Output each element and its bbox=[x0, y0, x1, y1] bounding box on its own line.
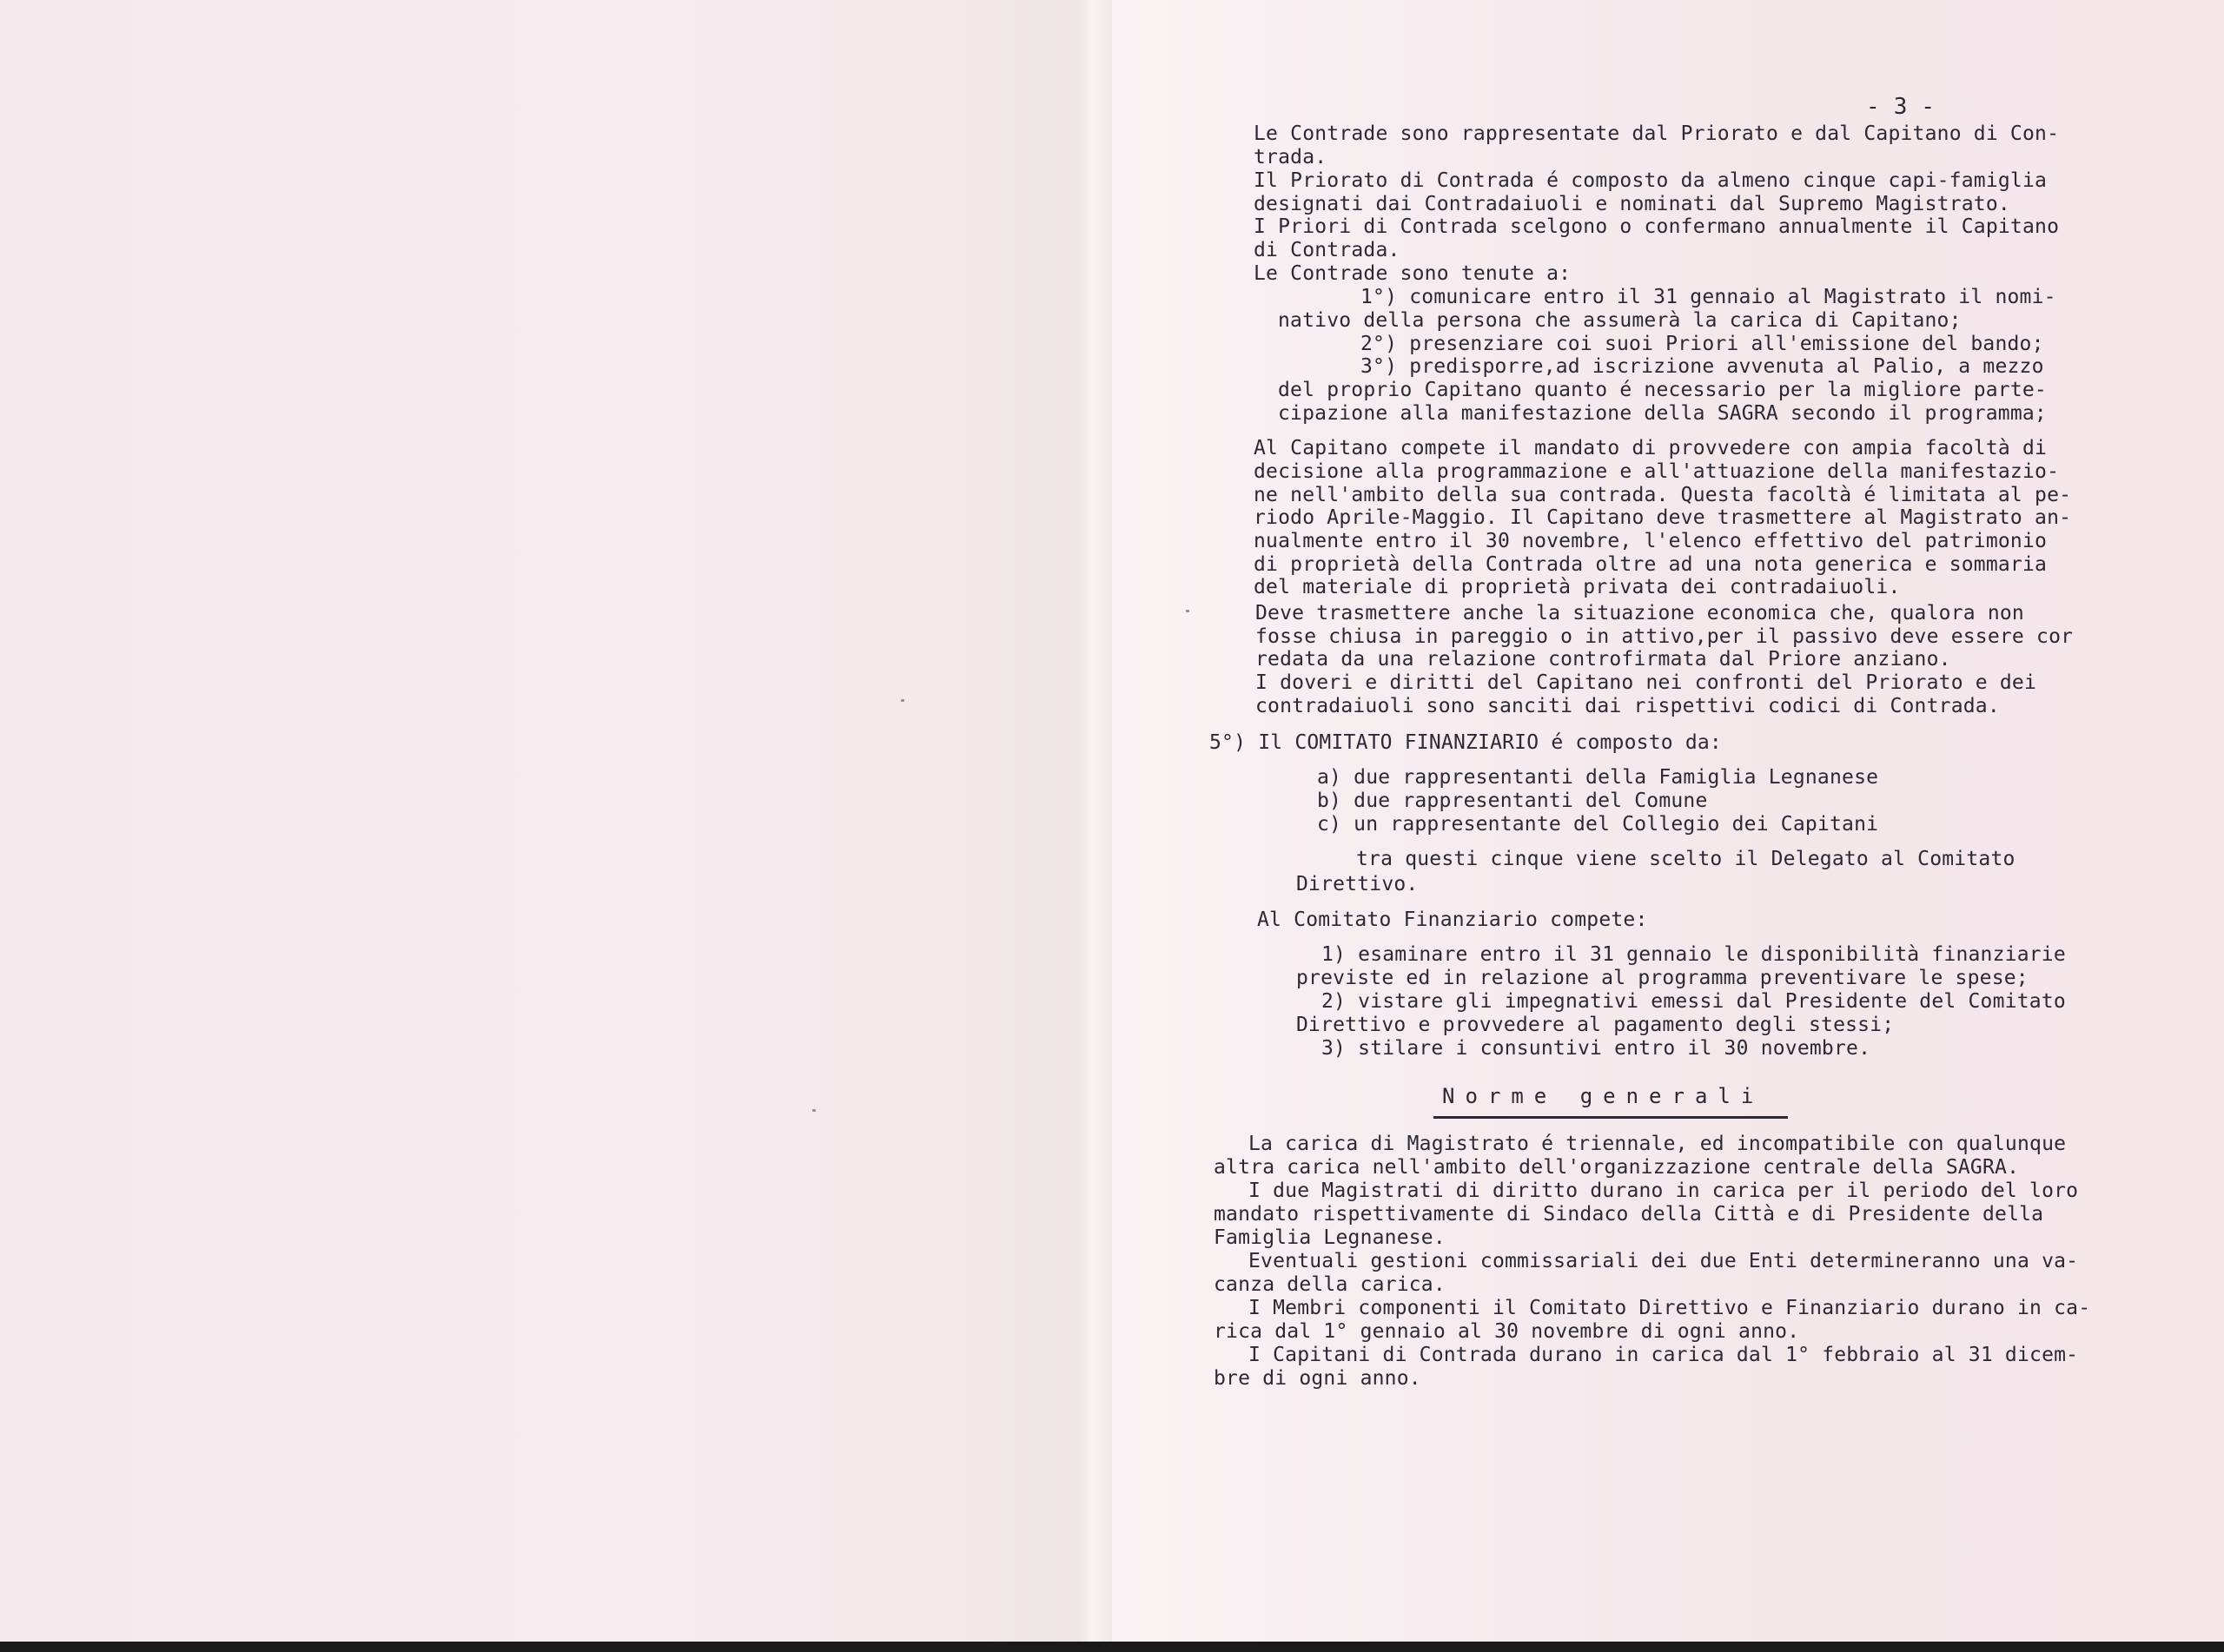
page-number: - 3 - bbox=[1866, 94, 1936, 120]
text-line: contradaiuoli sono sanciti dai rispettivi codici di Contrada. bbox=[1255, 695, 2000, 717]
list-item: a) due rappresentanti della Famiglia Legnanese bbox=[1317, 766, 1879, 789]
heading-underline bbox=[1433, 1116, 1788, 1119]
text-line: I Priori di Contrada scelgono o confermano annualmente il Capitano bbox=[1254, 215, 2060, 238]
list-item: 3) stilare i consuntivi entro il 30 novembre. bbox=[1321, 1037, 1871, 1060]
text-line: Le Contrade sono tenute a: bbox=[1254, 262, 1572, 285]
text-line: La carica di Magistrato é triennale, ed incompatibile con qualunque bbox=[1248, 1133, 2067, 1155]
text-line: riodo Aprile-Maggio. Il Capitano deve trasmettere al Magistrato an- bbox=[1254, 506, 2072, 529]
text-line: Il Priorato di Contrada é composto da almeno cinque capi-famiglia bbox=[1254, 169, 2048, 192]
text-line: I Membri componenti il Comitato Direttivo e Finanziario durano in ca- bbox=[1248, 1297, 2091, 1319]
list-item: b) due rappresentanti del Comune bbox=[1317, 790, 1708, 812]
text-line: 1°) comunicare entro il 31 gennaio al Magistrato il nomi- bbox=[1360, 286, 2056, 308]
book-gutter bbox=[1077, 0, 1112, 1652]
text-line: cipazione alla manifestazione della SAGRA secondo il programma; bbox=[1278, 402, 2047, 425]
text-line: tra questi cinque viene scelto il Delegato al Comitato bbox=[1356, 848, 2016, 870]
paper-speck bbox=[1186, 610, 1189, 612]
left-page-blank bbox=[0, 0, 1096, 1652]
text-line: mandato rispettivamente di Sindaco della Città e di Presidente della bbox=[1214, 1203, 2044, 1226]
list-item: 1) esaminare entro il 31 gennaio le disponibilità finanziarie bbox=[1321, 943, 2066, 966]
text-line: I doveri e diritti del Capitano nei confronti del Priorato e dei bbox=[1255, 671, 2037, 694]
norme-heading: Norme generali bbox=[1442, 1084, 1764, 1108]
text-line: Direttivo. bbox=[1296, 873, 1419, 895]
text-line: nualmente entro il 30 novembre, l'elenco effettivo del patrimonio bbox=[1254, 530, 2048, 552]
text-line: Deve trasmettere anche la situazione economica che, qualora non bbox=[1255, 602, 2024, 624]
text-line: del materiale di proprietà privata dei contradaiuoli. bbox=[1254, 576, 1901, 598]
text-line: Le Contrade sono rappresentate dal Priorato e dal Capitano di Con- bbox=[1254, 122, 2060, 145]
scan-bottom-edge bbox=[0, 1642, 2224, 1652]
paper-speck bbox=[901, 699, 904, 702]
text-line: bre di ogni anno. bbox=[1214, 1367, 1421, 1390]
section-heading: Al Comitato Finanziario compete: bbox=[1257, 909, 1648, 931]
text-line: canza della carica. bbox=[1214, 1273, 1446, 1296]
list-item: c) un rappresentante del Collegio dei Capitani bbox=[1317, 813, 1879, 836]
text-line: Famiglia Legnanese. bbox=[1214, 1226, 1446, 1249]
list-item: previste ed in relazione al programma preventivare le spese; bbox=[1296, 967, 2029, 989]
text-line: Eventuali gestioni commissariali dei due Enti determineranno una va- bbox=[1248, 1250, 2079, 1272]
text-line: decisione alla programmazione e all'attuazione della manifestazio- bbox=[1254, 460, 2060, 483]
text-line: Al Capitano compete il mandato di provvedere con ampia facoltà di bbox=[1254, 437, 2048, 459]
text-line: 2°) presenziare coi suoi Priori all'emissione del bando; bbox=[1360, 333, 2044, 355]
text-line: redata da una relazione controfirmata dal Priore anziano. bbox=[1255, 648, 1951, 671]
text-line: ne nell'ambito della sua contrada. Questa facoltà é limitata al pe- bbox=[1254, 484, 2072, 506]
text-line: nativo della persona che assumerà la carica di Capitano; bbox=[1278, 309, 1962, 332]
text-line: di proprietà della Contrada oltre ad una nota generica e sommaria bbox=[1254, 553, 2048, 576]
text-line: 3°) predisporre,ad iscrizione avvenuta al Palio, a mezzo bbox=[1360, 355, 2044, 378]
text-line: del proprio Capitano quanto é necessario per la migliore parte- bbox=[1278, 379, 2047, 401]
paper-speck bbox=[812, 1109, 816, 1112]
text-line: fosse chiusa in pareggio o in attivo,per il passivo deve essere cor bbox=[1255, 625, 2074, 648]
text-line: trada. bbox=[1254, 146, 1327, 169]
text-line: rica dal 1° gennaio al 30 novembre di ogni anno. bbox=[1214, 1320, 1800, 1343]
text-line: designati dai Contradaiuoli e nominati dal Supremo Magistrato. bbox=[1254, 193, 2010, 215]
text-line: altra carica nell'ambito dell'organizzazione centrale della SAGRA. bbox=[1214, 1156, 2020, 1179]
text-line: I due Magistrati di diritto durano in carica per il periodo del loro bbox=[1248, 1180, 2079, 1202]
list-item: Direttivo e provvedere al pagamento degli stessi; bbox=[1296, 1014, 1895, 1036]
text-line: I Capitani di Contrada durano in carica dal 1° febbraio al 31 dicem- bbox=[1248, 1344, 2079, 1366]
text-line: di Contrada. bbox=[1254, 239, 1400, 261]
list-item: 2) vistare gli impegnativi emessi dal Presidente del Comitato bbox=[1321, 990, 2066, 1013]
section-heading: 5°) Il COMITATO FINANZIARIO é composto da: bbox=[1209, 731, 1722, 754]
